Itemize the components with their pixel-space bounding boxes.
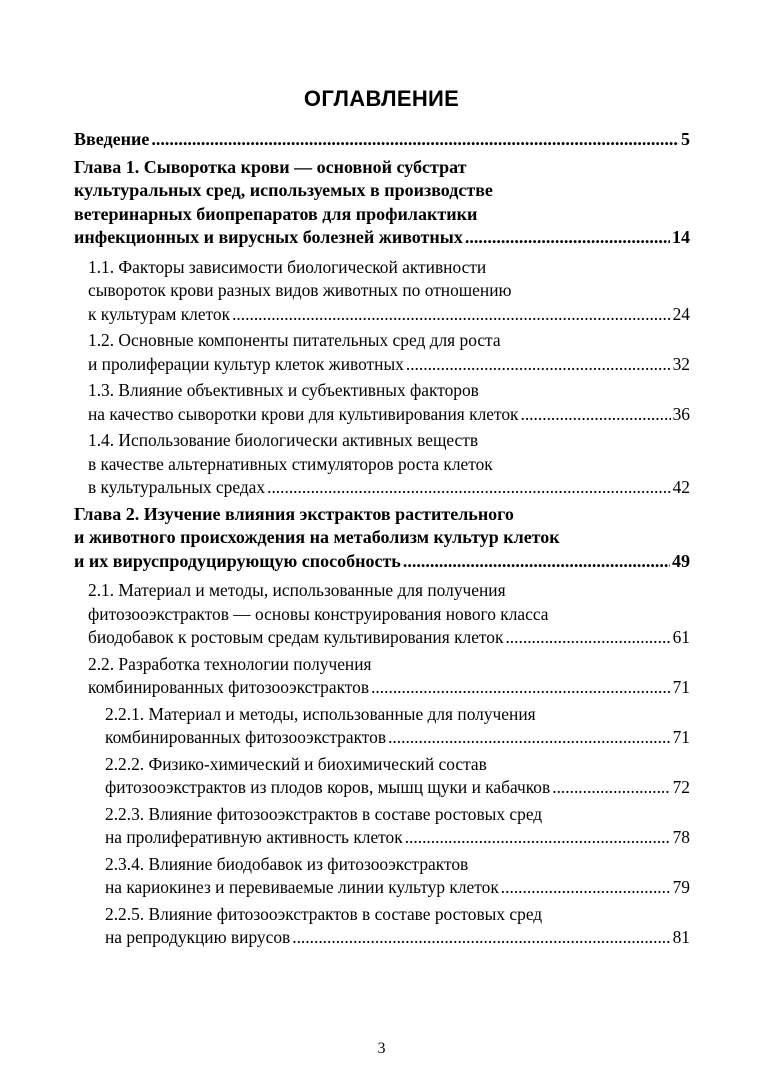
dot-leader (232, 303, 671, 327)
toc-entry-text: 1.4. Использование биологически активных веществ (88, 430, 479, 450)
toc-entry-text: культуральных сред, используемых в производстве (74, 180, 493, 200)
toc-page-number: 42 (672, 477, 690, 497)
dot-leader (371, 676, 671, 700)
toc-entry-last-line (105, 876, 690, 900)
toc-page-number: 36 (672, 403, 690, 424)
toc-entry-last-line (88, 626, 690, 650)
toc-entry-text: комбинированных фитозооэкстрактов (88, 677, 370, 697)
toc-entry-last-line (105, 776, 690, 800)
toc-page-number: 81 (672, 927, 690, 947)
toc-entry-text: ветеринарных биопрепаратов для профилактики (74, 203, 478, 224)
toc-entry (74, 579, 690, 650)
toc-entry-text: на пролиферативную активность клеток (105, 827, 403, 847)
toc-entry (74, 379, 690, 426)
dot-leader (552, 776, 670, 800)
toc-page-number: 71 (672, 727, 690, 747)
toc-entry-text: Глава 2. Изучение влияния экстрактов растительного (74, 503, 514, 524)
toc-entry-text: к культурам клеток (88, 303, 231, 324)
toc-entry-last-line (74, 128, 690, 152)
dot-leader (406, 353, 671, 377)
table-of-contents (74, 128, 690, 953)
toc-entry-last-line (88, 403, 690, 427)
toc-entry-text: и животного происхождения на метаболизм культур клеток (74, 527, 560, 547)
dot-leader (403, 550, 670, 574)
dot-leader (520, 403, 670, 427)
dot-leader (505, 626, 670, 650)
toc-entry (74, 503, 690, 574)
toc-entry-text: на кариокинез и перевиваемые линии культур клеток (105, 877, 499, 897)
dot-leader (292, 926, 670, 950)
toc-page-number: 78 (672, 827, 690, 847)
toc-entry-text: 2.2.5. Влияние фитозооэкстрактов в составе ростовых сред (105, 903, 543, 924)
toc-entry-text: комбинированных фитозооэкстрактов (105, 727, 387, 747)
toc-entry (74, 753, 690, 800)
toc-page-number: 49 (672, 550, 690, 571)
toc-page-number: 61 (672, 627, 690, 647)
dot-leader (388, 726, 671, 750)
toc-entry-text: фитозооэкстрактов — основы конструирования нового класса (88, 603, 549, 624)
toc-entry-text: 2.1. Материал и методы, использованные для получения (88, 580, 506, 600)
toc-page-number: 71 (672, 677, 690, 697)
toc-entry (74, 703, 690, 750)
toc-entry-text: 2.2. Разработка технологии получения (88, 653, 372, 674)
toc-entry-text: 1.1. Факторы зависимости биологической активности (88, 256, 487, 277)
toc-entry (74, 329, 690, 376)
dot-leader (405, 826, 671, 850)
dot-leader (151, 128, 679, 152)
toc-entry-text: и пролиферации культур клеток животных (88, 353, 404, 374)
toc-entry-text: в качестве альтернативных стимуляторов роста клеток (88, 453, 493, 474)
toc-entry-text: в культуральных средах (88, 477, 266, 497)
page-number: 3 (377, 1040, 386, 1057)
toc-entry-text: и их вируспродуцирующую способность (74, 550, 401, 571)
toc-entry-last-line (105, 826, 690, 850)
toc-entry-text: сывороток крови разных видов животных по отношению (88, 280, 512, 300)
toc-page-number: 14 (672, 227, 690, 247)
toc-entry-last-line (74, 226, 690, 250)
dot-leader (501, 876, 671, 900)
toc-entry-text: на репродукцию вирусов (105, 927, 291, 947)
toc-entry-last-line (105, 726, 690, 750)
page-title: ОГЛАВЛЕНИЕ (303, 86, 460, 111)
toc-entry-text: инфекционных и вирусных болезней животных (74, 227, 463, 247)
toc-entry-last-line (88, 476, 690, 500)
dot-leader (465, 226, 670, 250)
toc-entry-text: 2.2.3. Влияние фитозооэкстрактов в составе ростовых сред (105, 803, 543, 824)
toc-entry-text: биодобавок к ростовым средам культивирования клеток (88, 627, 504, 647)
toc-entry (74, 128, 690, 152)
toc-entry (74, 429, 690, 500)
toc-entry-last-line (88, 353, 690, 377)
toc-entry (74, 903, 690, 950)
toc-entry (74, 653, 690, 700)
toc-page-number: 5 (681, 129, 690, 149)
toc-entry-last-line (88, 676, 690, 700)
toc-entry-last-line (88, 303, 690, 327)
toc-entry-text: 1.2. Основные компоненты питательных сред для роста (88, 330, 501, 350)
toc-entry-text: фитозооэкстрактов из плодов коров, мышц щуки и кабачков (105, 777, 551, 797)
toc-entry-text: 2.2.2. Физико-химический и биохимический состав (105, 753, 487, 774)
toc-entry (74, 853, 690, 900)
toc-page-number: 24 (672, 303, 690, 324)
toc-page-number: 79 (672, 877, 690, 897)
toc-entry-last-line (105, 926, 690, 950)
toc-entry-last-line (74, 550, 690, 574)
toc-page-number: 32 (672, 353, 690, 374)
toc-page-number: 72 (672, 777, 690, 797)
dot-leader (267, 476, 671, 500)
toc-entry-text: Глава 1. Сыворотка крови — основной субстрат (74, 156, 467, 177)
toc-entry (74, 803, 690, 850)
toc-entry-text: 1.3. Влияние объективных и субъективных факторов (88, 380, 479, 400)
toc-entry-text: 2.3.4. Влияние биодобавок из фитозооэкстрактов (105, 853, 469, 874)
toc-entry (74, 256, 690, 327)
toc-entry-text: Введение (74, 129, 150, 149)
toc-entry-text: на качество сыворотки крови для культивирования клеток (88, 403, 519, 424)
toc-entry (74, 156, 690, 250)
toc-entry-text: 2.2.1. Материал и методы, использованные для получения (105, 703, 536, 724)
